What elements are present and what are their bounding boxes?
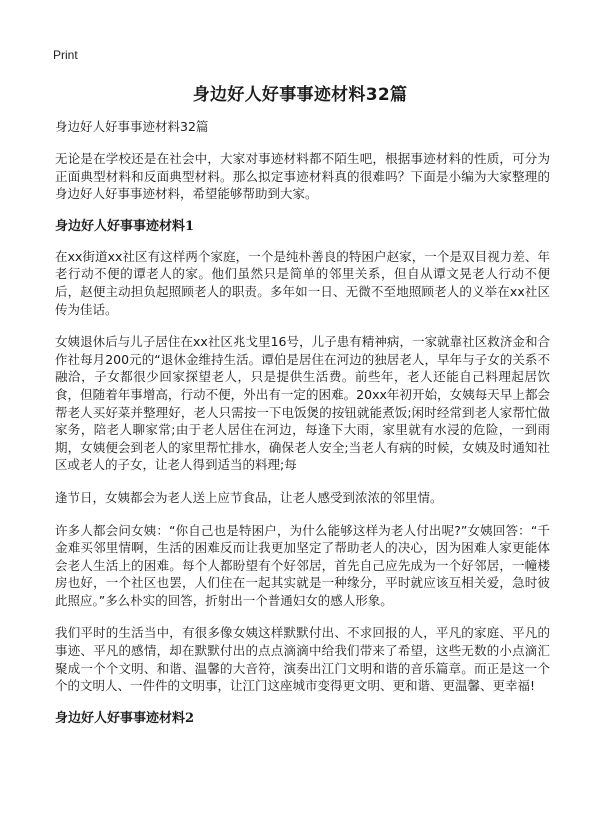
document-body [55, 118, 550, 740]
print-link[interactable]: Print [53, 48, 78, 62]
section-heading-1: 身边好人好事事迹材料1 [55, 218, 195, 234]
section-1-paragraph-3: 逢节日，女姨都会为老人送上应节食品，让老人感受到浓浓的邻里情。 [55, 489, 443, 505]
section-1-paragraph-4: 许多人都会问女姨：“你自己也是特困户，为什么能够这样为老人付出呢?”女姨回答：“千金难买邻里情啊，生活的困难反而让我更加坚定了帮助老人的决心，因为困难人家更能体会老人生活上的困难。每个人都盼望有个好邻居，首先自己应先成为一个好邻居，一幢楼房也好，一个社区也罢，人们住在一起其实就是一种缘分，平时就应该互相关爱，急时彼此照应。”多么朴实的回答，折射出一个普通妇女的感人形象。 [55, 522, 550, 608]
document-title: 身边好人好事事迹材料32篇 [192, 85, 408, 105]
document-subtitle: 身边好人好事事迹材料32篇 [55, 119, 209, 134]
section-1-paragraph-2: 女姨退休后与儿子居住在xx社区兆戈里16号，儿子患有精神病，一家就靠社区救济金和合作社每月200元的“退休金维持生活。谭伯是居住在河边的独居老人，早年与子女的关系不融洽，子女都很少回家探望老人，只是提供生活费。前些年，老人还能自己料理起居饮食，但随着年事增高，行动不便，外出有一定的困难。20xx年初开始，女姨每天早上都会帮老人买好菜并整理好，老人只需按一下电饭煲的按钮就能煮饭;闲时经常到老人家帮忙做家务，陪老人聊家常;由于老人居住在河边，每逢下大雨，家里就有水浸的危险，一到雨期，女姨便会到老人的家里帮忙排水，确保老人安全;当老人有病的时候，女姨及时通知社区或老人的子女，让老人得到适当的料理;每 [55, 334, 550, 473]
intro-paragraph: 无论是在学校还是在社会中，大家对事迹材料都不陌生吧，根据事迹材料的性质，可分为正面典型材料和反面典型材料。那么拟定事迹材料真的很难吗？下面是小编为大家整理的身边好人好事事迹材料，希望能够帮助到大家。 [55, 151, 550, 202]
section-1-paragraph-5: 我们平时的生活当中，有很多像女姨这样默默付出、不求回报的人，平凡的家庭、平凡的事迹、平凡的感情，却在默默付出的点点滴滴中给我们带来了希望，这些无数的小点滴汇聚成一个个文明、和谐、温馨的大音符，演奏出江门文明和谐的音乐篇章。而正是这一个个的文明人、一件件的文明事，让江门这座城市变得更文明、更和谐、更温馨、更幸福! [55, 625, 550, 694]
section-heading-2: 身边好人好事事迹材料2 [55, 710, 195, 726]
section-1-paragraph-1: 在xx街道xx社区有这样两个家庭，一个是纯朴善良的特困户赵家，一个是双目视力差、年老行动不便的谭老人的家。他们虽然只是简单的邻里关系，但自从谭文晃老人行动不便后，赵便主动担负起照顾老人的职责。多年如一日、无微不至地照顾老人的义举在xx社区传为佳话。 [55, 248, 550, 317]
